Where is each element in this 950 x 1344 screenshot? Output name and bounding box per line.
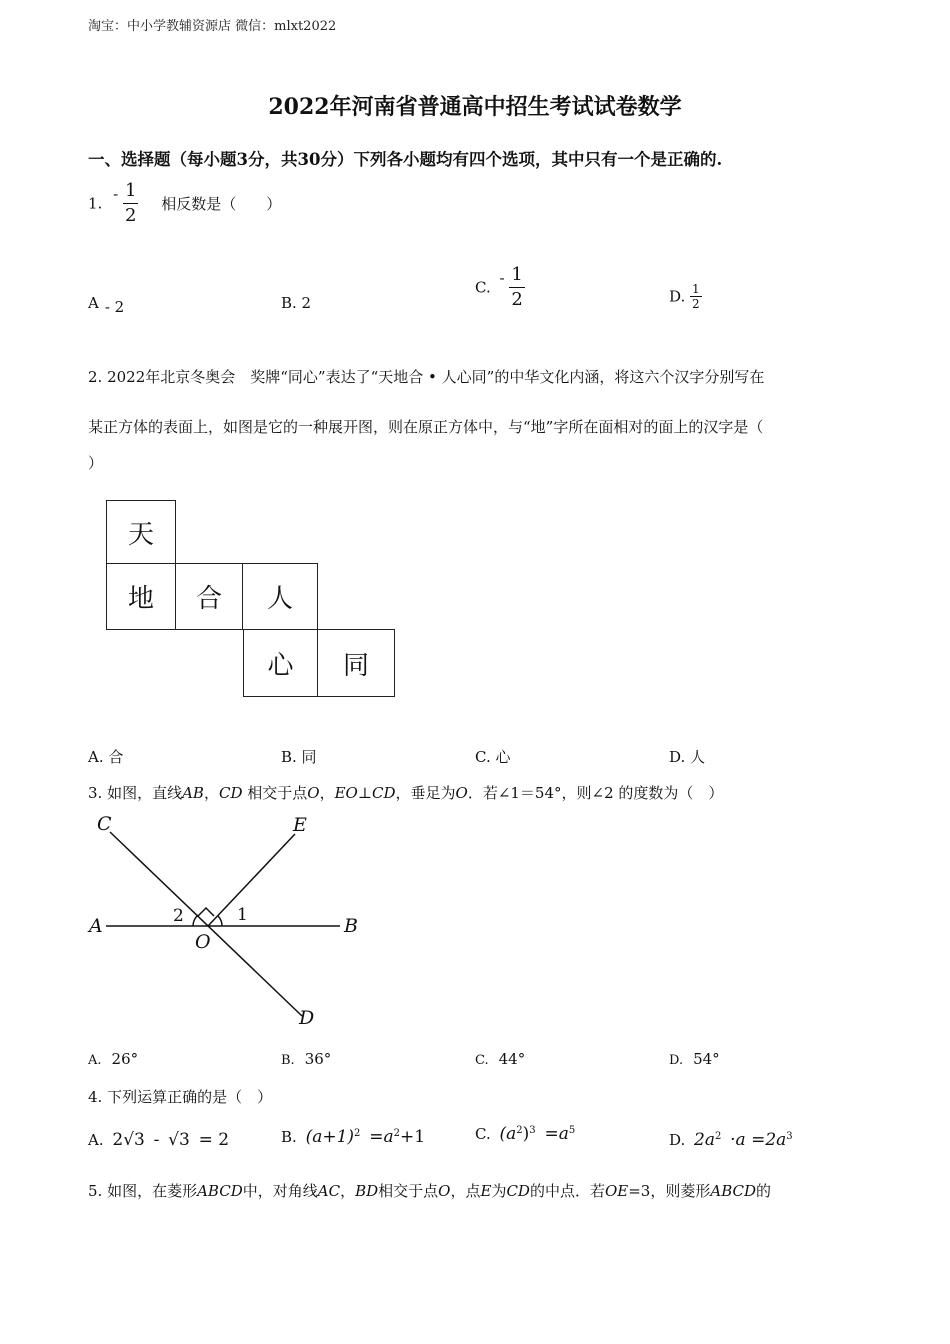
label-angle-2: 2: [173, 906, 184, 926]
net-cell-xin: 心: [243, 629, 318, 697]
q4-option-a: A. 2√3 - √3 = 2: [88, 1130, 230, 1150]
question-3: 3. 如图，直线AB，CD 相交于点O，EO⊥CD，垂足为O．若∠1＝54°，则∠2 的度数为（ ）: [88, 784, 724, 802]
q1-option-d: D. $\frac{1}{2}$: [669, 282, 700, 311]
page-title: 2022年河南省普通高中招生考试试卷数学: [268, 94, 682, 120]
q4-option-b: B. $(a+1)^2 =a^2+1$: [281, 1127, 426, 1147]
q2-line-2: 某正方体的表面上，如图是它的一种展开图，则在原正方体中，与“地”字所在面相对的面上的汉字是（: [88, 418, 764, 436]
q2-option-d: D. 人: [669, 748, 706, 766]
q1-number: 1.: [88, 194, 103, 213]
q3-option-c: C. 44°: [475, 1050, 526, 1068]
q1-option-b: B. 2: [281, 294, 312, 312]
q1-option-a: A - 2: [88, 294, 125, 316]
angle-1-arc: [218, 916, 222, 926]
q3-option-b: B. 36°: [281, 1050, 332, 1068]
net-cell-di: 地: [106, 563, 176, 630]
section-heading: 一、选择题（每小题3分，共30分）下列各小题均有四个选项，其中只有一个是正确的.: [88, 150, 723, 169]
label-c: C: [97, 813, 112, 835]
question-1: [88, 182, 281, 225]
label-angle-1: 1: [237, 905, 248, 925]
label-d: D: [299, 1007, 315, 1029]
q1-minus: -: [113, 184, 119, 203]
line-eo: [208, 834, 295, 926]
q4-option-d: D. $2a^2 \cdot a =2a^3$: [669, 1130, 793, 1150]
page-header: 淘宝：中小学教辅资源店 微信：mlxt2022: [88, 19, 337, 34]
q1-text: 相反数是（ ）: [161, 195, 282, 213]
net-cell-tian: 天: [106, 500, 176, 564]
label-b: B: [344, 915, 358, 937]
angle-2-arc: [193, 915, 198, 926]
label-a: A: [89, 915, 103, 937]
label-o: O: [195, 931, 211, 953]
q3-option-a: A. 26°: [88, 1050, 139, 1068]
q3-option-d: D. 54°: [669, 1050, 720, 1068]
question-5: 5. 如图，在菱形ABCD中，对角线AC，BD相交于点O，点E为CD的中点．若OE=3，则菱形ABCD的: [88, 1182, 772, 1200]
net-cell-tong: 同: [317, 629, 395, 697]
q4-option-c: C. $(a^2)^3 =a^5$: [475, 1124, 576, 1144]
q2-line-3: ）: [88, 454, 104, 472]
line-cd: [110, 832, 302, 1016]
net-cell-he: 合: [175, 563, 243, 630]
q2-line-1: 2. 2022年北京冬奥会 奖牌“同心”表达了“天地合 • 人心同”的中华文化内涵，将这六个汉字分别写在: [88, 368, 765, 386]
q2-option-c: C. 心: [475, 748, 511, 766]
q1-fraction: $\frac{1}{2}$: [124, 180, 137, 226]
q1-option-c: C. - $\frac{1}{2}$: [475, 264, 523, 310]
q2-option-b: B. 同: [281, 748, 317, 766]
q2-option-a: A. 合: [88, 748, 124, 766]
question-4: 4. 下列运算正确的是（ ）: [88, 1088, 273, 1106]
right-angle-mark: [198, 908, 214, 916]
net-cell-ren: 人: [242, 563, 318, 630]
label-e: E: [293, 814, 307, 836]
